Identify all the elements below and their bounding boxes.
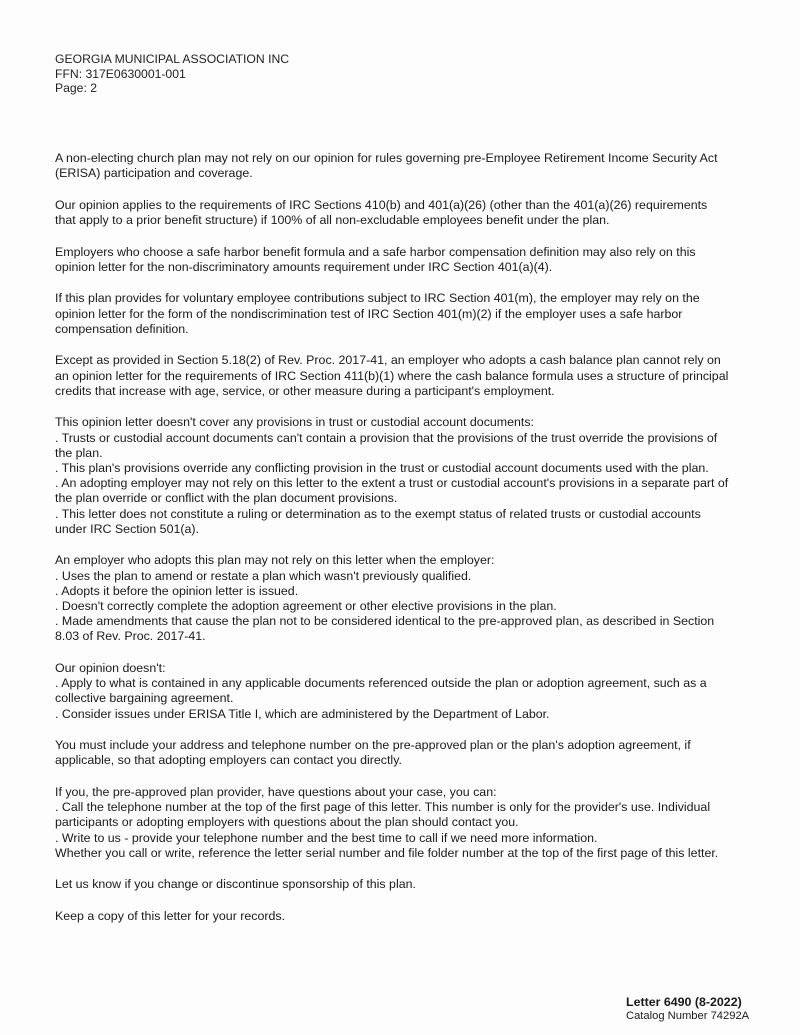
paragraph-line: . Consider issues under ERISA Title I, which are administered by the Department of Labor.: [55, 706, 550, 721]
paragraph-line: opinion letter for the form of the nondiscrimination test of IRC Section 401(m)(2) if the employer uses a safe harbor: [55, 306, 683, 321]
paragraph-line: Whether you call or write, reference the letter serial number and file folder number at the top of the first page of this letter.: [55, 845, 719, 860]
paragraph: [55, 909, 775, 924]
paragraph-line: Our opinion doesn't:: [55, 661, 166, 676]
paragraph: [55, 738, 775, 768]
paragraph-line: If this plan provides for voluntary employee contributions subject to IRC Section 401(m), the employer may rely on the: [55, 291, 700, 306]
paragraph-line: (ERISA) participation and coverage.: [55, 166, 253, 181]
paragraph-line: compensation definition.: [55, 321, 189, 336]
paragraph-line: . Trusts or custodial account documents can't contain a provision that the provisions of the trust override the provisions of: [55, 430, 718, 445]
paragraph: [55, 353, 775, 399]
paragraph: [55, 151, 775, 181]
paragraph-line: . An adopting employer may not rely on this letter to the extent a trust or custodial account's provisions in a separate part of: [55, 476, 729, 491]
paragraph: [55, 877, 775, 892]
paragraph-line: under IRC Section 501(a).: [55, 521, 199, 536]
paragraph-line: A non-electing church plan may not rely on our opinion for rules governing pre-Employee Retirement Income Security Act: [55, 151, 718, 165]
paragraph-line: This opinion letter doesn't cover any provisions in trust or custodial account documents:: [55, 415, 534, 430]
paragraph-line: Keep a copy of this letter for your records.: [55, 909, 286, 924]
catalog-number: Catalog Number 74292A: [626, 1009, 750, 1022]
letter-footer: [626, 995, 758, 1023]
paragraph: [55, 785, 775, 861]
form-letter-number: Letter 6490 (8-2022): [626, 995, 742, 1009]
paragraph-line: 8.03 of Rev. Proc. 2017-41.: [55, 629, 206, 644]
paragraph: [55, 661, 775, 722]
paragraph-line: the plan.: [55, 445, 103, 460]
paragraph-line: an opinion letter for the requirements of IRC Section 411(b)(1) where the cash balance formula uses a structure of principal: [55, 368, 729, 383]
letter-body: [55, 151, 775, 941]
paragraph-line: . This letter does not constitute a ruling or determination as to the exempt status of related trusts or custodial accounts: [55, 506, 701, 521]
paragraph-line: collective bargaining agreement.: [55, 691, 234, 706]
paragraph-line: . Call the telephone number at the top of the first page of this letter. This number is only for the provider's use. Individual: [55, 800, 711, 815]
ffn-number: FFN: 317E0630001-001: [55, 66, 186, 81]
paragraph-line: . Made amendments that cause the plan not to be considered identical to the pre-approved plan, as described in Section: [55, 614, 715, 629]
paragraph-line: opinion letter for the non-discriminatory amounts requirement under IRC Section 401(a)(4).: [55, 259, 553, 274]
paragraph-line: An employer who adopts this plan may not rely on this letter when the employer:: [55, 553, 495, 568]
paragraph-line: that apply to a prior benefit structure) if 100% of all non-excludable employees benefit under the plan.: [55, 213, 610, 227]
paragraph-line: Let us know if you change or discontinue sponsorship of this plan.: [55, 877, 416, 892]
paragraph: [55, 245, 775, 275]
paragraph-line: . Uses the plan to amend or restate a plan which wasn't previously qualified.: [55, 568, 472, 583]
page-number: Page: 2: [55, 81, 98, 96]
paragraph-line: . This plan's provisions override any conflicting provision in the trust or custodial account documents used with the plan.: [55, 461, 709, 475]
paragraph-line: If you, the pre-approved plan provider, have questions about your case, you can:: [55, 785, 497, 800]
paragraph: [55, 415, 775, 537]
paragraph-line: credits that increase with age, service, or other measure during a participant's employment.: [55, 383, 555, 398]
letter-header: [55, 52, 289, 96]
paragraph-line: applicable, so that adopting employers can contact you directly.: [55, 753, 402, 768]
paragraph-line: Except as provided in Section 5.18(2) of Rev. Proc. 2017-41, an employer who adopts a cash balance plan cannot rely on: [55, 353, 721, 368]
paragraph-line: You must include your address and telephone number on the pre-approved plan or the plan's adoption agreement, if: [55, 738, 691, 753]
paragraph-line: participants or adopting employers with questions about the plan should contact you.: [55, 815, 519, 830]
paragraph-line: Our opinion applies to the requirements of IRC Sections 410(b) and 401(a)(26) (other than the 401(a)(26) requirements: [55, 197, 708, 212]
paragraph: [55, 198, 775, 228]
paragraph-line: Employers who choose a safe harbor benefit formula and a safe harbor compensation definition may also rely on this: [55, 244, 696, 259]
paragraph-line: the plan override or conflict with the plan document provisions.: [55, 491, 398, 506]
paragraph-line: . Doesn't correctly complete the adoption agreement or other elective provisions in the plan.: [55, 599, 557, 614]
paragraph-line: . Write to us - provide your telephone number and the best time to call if we need more information.: [55, 830, 598, 845]
paragraph-line: . Adopts it before the opinion letter is issued.: [55, 583, 299, 598]
paragraph: [55, 291, 775, 337]
paragraph-line: . Apply to what is contained in any applicable documents referenced outside the plan or adoption agreement, such as a: [55, 676, 707, 691]
organization-name: GEORGIA MUNICIPAL ASSOCIATION INC: [55, 52, 290, 66]
paragraph: [55, 553, 775, 644]
